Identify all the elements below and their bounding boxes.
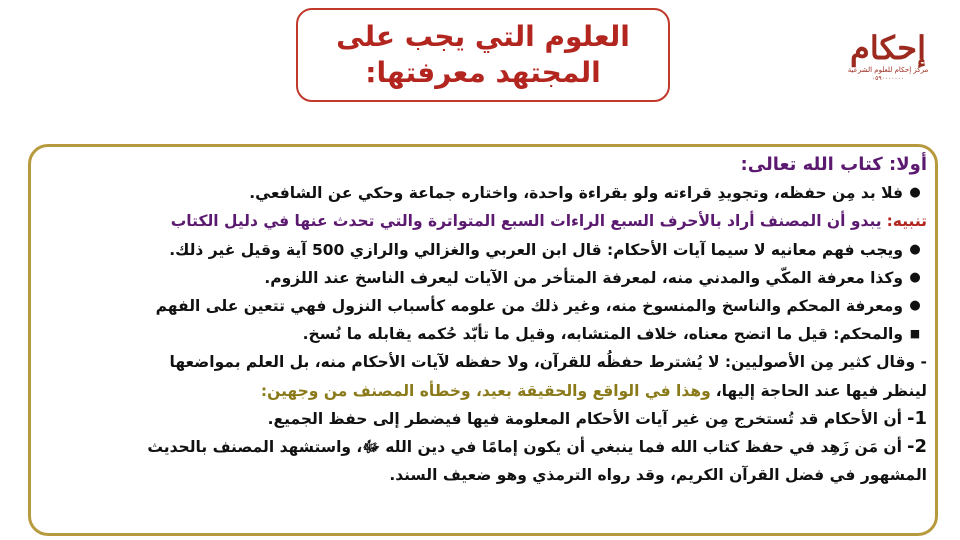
list-item: ● ومعرفة المحكم والناسخ والمنسوخ منه، وغير ذلك من علومه كأسباب النزول فهي تتعين على الفهم [41,292,927,320]
note-label: تنبيه: [886,212,927,231]
list-item: ● ويجب فهم معانيه لا سيما آيات الأحكام: قال ابن العربي والغزالي والرازي 500 آية وقيل غير ذلك. [41,236,927,264]
bullet-icon: ● [909,241,921,257]
numbered-point-continuation: المشهور في فضل القرآن الكريم، وقد رواه الترمذي وهو ضعيف السند. [389,466,927,485]
point-number: 2- [906,436,927,458]
point-number: 1- [906,407,927,429]
logo-mark: إحكام [850,29,926,67]
page-title-line2: المجتهد معرفتها: [365,56,601,89]
list-item: ● وكذا معرفة المكّي والمدني منه، لمعرفة المتأخر من الآيات ليعرف الناسخ عند اللزوم. [41,264,927,292]
content-frame [28,144,938,536]
note-text: يبدو أن المصنف أراد بالأحرف السبع الراءات السبع المتواترة والتي تحدث عنها في دليل الكتاب [170,212,882,231]
content-text [41,151,927,489]
bullet-icon: ● [909,269,921,285]
highlight-text: وهذا في الواقع والحقيقة بعيد، وخطأه المصنف من وجهين: [260,381,711,400]
logo [848,30,928,100]
logo-subtitle: مركز إحكام للعلوم الشرعية [847,66,929,74]
note-line [41,207,927,235]
paragraph-line: لينظر فيها عند الحاجة إليها، وهذا في الواقع والحقيقة بعيد، وخطأه المصنف من وجهين: [41,377,927,405]
numbered-point: 2- أن مَن زَهِد في حفظ كتاب الله فما ينبغي أن يكون إمامًا في دين الله ﷻ، واستشهد المصنف بالحديث [41,433,927,461]
list-item: ● فلا بد مِن حفظه، وتجويدِ قراءته ولو بقراءة واحدة، واختاره جماعة وحكي عن الشافعي. [41,179,927,207]
list-item: ■ والمحكم: قيل ما اتضح معناه، خلاف المتشابه، وقيل ما تأبّد حُكمه يقابله ما نُسخ. [41,320,927,348]
page-title-line1: العلوم التي يجب على [336,20,630,53]
numbered-point: 1- أن الأحكام قد تُستخرج مِن غير آيات الأحكام المعلومة فيها فيضطر إلى حفظ الجميع. [41,405,927,433]
bullet-icon: ● [909,298,921,314]
logo-number: ٠٥٩٠٠٠٠٠٠٠ [871,75,905,82]
section-heading: أولا: كتاب الله تعالى: [740,154,927,175]
square-bullet-icon: ■ [909,327,921,341]
paragraph-line: - وقال كثير مِن الأصوليين: لا يُشترط حفظُه للقرآن، ولا حفظه لآيات الأحكام منه، بل العلم بمواضعها [169,353,927,372]
bullet-icon: ● [909,185,921,201]
title-banner [296,8,670,102]
